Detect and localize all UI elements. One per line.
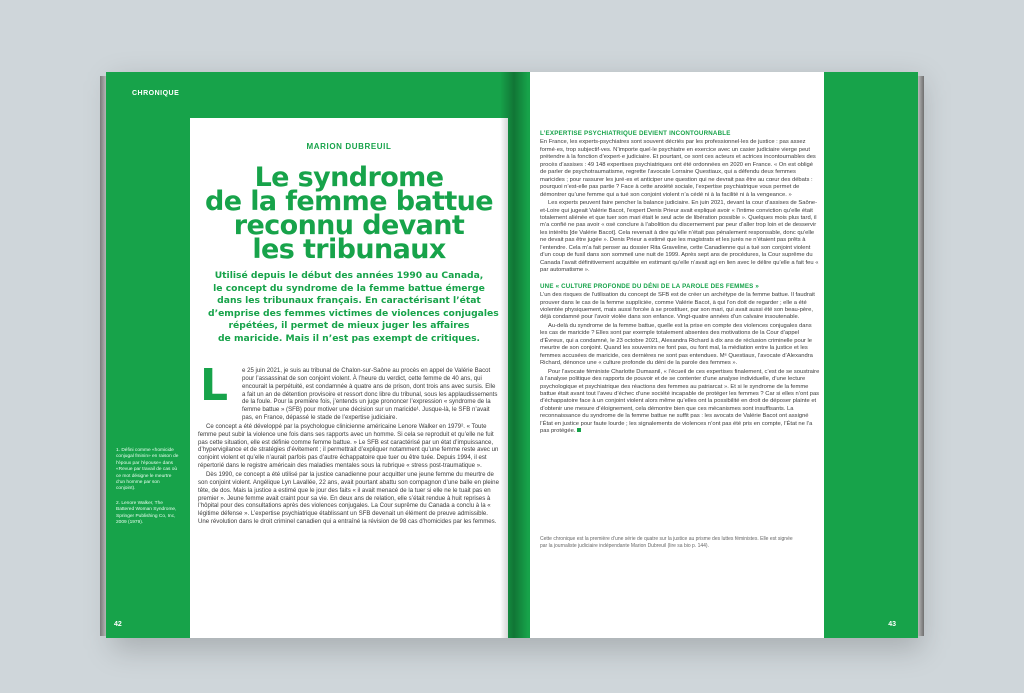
sidenotes: [116, 448, 180, 534]
title-line: reconnu devant: [233, 210, 465, 241]
paragraph: Au-delà du syndrome de la femme battue, quelle est la prise en compte des violences conjugales dans les cas de maricide ? Elles sont par exemple totalement absentes des motivations de la Cour d’appel d’Évreux, qui a condamné, le 23 octobre 2021, Alexandra Richard à dix ans de réclusion criminelle pour le meurtre de son conjoint. Quand les souvenirs ne font pas, ou font mal, la médiation entre la justice et les femmes accusées de maricide, ces dernières ne sont pas entendues. Mᵉ Questiaux, l’avocate d’Alexandra Richard, dénonce une « culture profonde du déni de la parole des femmes ».: [540, 322, 813, 367]
paragraph: Les experts peuvent faire pencher la balance judiciaire. En juin 2021, devant la cour d’assises de Saône-et-Loire qui jugeait Valérie Bacot, l’expert Denis Prieur avait expliqué avoir « l’intime conviction qu’elle était totalement aliénée et que tuer son mari était le seul acte de libération possible ». Quelques mois plus tard, il m’a confié ne pas avoir « osé conclure à l’abolition du discernement par peur d’aller trop loin et de desservir les intérêts [de Valérie Bacot]. Cela revenait à dire qu’elle n’était pas pénalement responsable, donc qu’elle ne devait pas être jugée ». Denis Prieur a estimé que les magistrats et les jurés ne n’étaient pas prêts à l’entendre. Cela m’a fait penser au dossier Rita Graveline, cette Canadienne qui a tué son conjoint violent d’un coup de fusil dans son sommeil une nuit de 1999. Après sept ans de procédures, la Cour suprême du Canada l’avait définitivement acquittée en estimant qu’elle n’avait agi en lien avec le délire qu’elle a fait feu « par automatisme ».: [540, 200, 819, 274]
sidenote: 2. Lenore Walker, The Battered Woman Syndrome, Springer Publishing Co, Inc, 2009 (1979).: [116, 500, 177, 526]
article-panel-continued: [530, 72, 824, 638]
lede-line: le concept du syndrome de la femme battue émerge: [213, 282, 485, 294]
paragraph: Ce concept a été développé par la psychologue clinicienne américaine Lenore Walker en 1979². « Toute femme peut subir la violence une fois dans ses rapports avec un homme. Si cela se reproduit et qu’elle ne fuit pas cette situation, elle est définie comme femme battue. » Le SFB est caractérisé par un état d’impuissance, d’hypervigilance et de stratégies d’évitement ; il permettrait d’expliquer notamment qu’une femme reste avec un conjoint violent et qu’elle n’aurait parfois pas d’autre échappatoire que tuer ou être tuée. Depuis 1994, il est répertorié dans le registre américain des maladies mentales sous la rubrique « stress post-traumatique ».: [198, 422, 499, 470]
paragraph: e 25 juin 2021, je suis au tribunal de Chalon-sur-Saône au procès en appel de Valérie Bacot pour l’assassinat de son conjoint violent. À l’heure du verdict, cette femme de 40 ans, qui encourait la perpétuité, est condamnée à quatre ans de prison, dont trois ans avec sursis. Elle a fait un an de détention provisoire et ressort donc libre du tribunal, sous les applaudissements de la foule. Pour la première fois, j’entends un juge prononcer l’expression « syndrome de la femme battue » (SFB) pour motiver une décision sur un maricide¹. Jusque-là, le SFB n’avait pas, en France, dépassé le stade de l’expertise judiciaire.: [242, 367, 498, 422]
title-line: les tribunaux: [252, 234, 446, 265]
title-line: Le syndrome: [254, 162, 444, 193]
lede-line: d’emprise des femmes victimes de violences conjugales: [208, 307, 499, 319]
page-number: 43: [888, 621, 896, 628]
paragraph: Pour l’avocate féministe Charlotte Dumasnil, « l’écueil de ces expertises finalement, c’est de se soustraire à l’analyse politique des rapports de pouvoir et de se contenter d’une analyse individuelle, d’une lecture psychologique et psychiatrique des réactions des femmes au patriarcat ». Et si le syndrome de la femme battue était avant tout l’aveu d’échec d’une société incapable de protéger les femmes ? Car si elles n’ont pas d’échappatoire face à un conjoint violent alors même qu’elles ont la possibilité en droit de déposer plainte et d’obtenir une mesure d’éloignement, cela démontre bien que ces mécanismes sont insuffisants. La reconnaissance du syndrome de la femme battue ne suffit pas : les avocats de Valérie Bacot ont assigné l’État en justice pour faute lourde ; les signalements de violences n’ont pas été pris en compte, l’État ne l’a pas protégée.: [540, 368, 820, 435]
lede-line: Utilisé depuis le début des années 1990 au Canada,: [214, 270, 484, 281]
end-mark-icon: [577, 428, 581, 432]
left-page: [106, 72, 514, 638]
lede-line: répétées, il permet de mieux juger les affaires: [228, 320, 470, 332]
author-byline: MARION DUBREUIL: [306, 142, 392, 151]
lede-line: de maricide. Mais il n’est pas exempt de critiques.: [217, 332, 481, 344]
article-title: [190, 162, 508, 265]
article-body: [198, 367, 500, 527]
sidenote: 1. Défini comme «homicide conjugal fminin» en raison de l’époux par l’épouse» dans «Revue par travail de cas où ce mot désigne le meurtre d’un homme par son conjoint).: [116, 448, 179, 492]
paragraph: Dès 1990, ce concept a été utilisé par la justice canadienne pour acquitter une jeune femme du meurtre de son conjoint violent. Angélique Lyn Lavallée, 22 ans, avait pourtant abattu son compagnon d’une balle en pleine tête, de dos. Mais la justice a estimé que le jour des faits « il avait menacé de la tuer si elle ne le tuait pas en premier ». Jeune femme avait craint pour sa vie. En deux ans de relation, elle s’était rendue à huit reprises à l’hôpital pour des consultations après des violences conjugales. La Cour suprême du Canada a conclu à la « légitime défense ». L’expertise psychiatrique établissant un SFB devenait un élément de preuve admissible. Une révolution dans le droit criminel canadien qui a entraîné la révision de 98 cas d’homicides par les femmes.: [198, 470, 499, 526]
author-note: Cette chronique est la première d’une série de quatre sur la justice au prisme des luttes féministes. Elle est signée par la journaliste judiciaire indépendante Marion Dubreuil (lire sa bio p. 144).: [540, 536, 793, 549]
lede-line: dans les tribunaux français. En caractérisant l’état: [217, 295, 481, 307]
page-number: 42: [114, 621, 122, 628]
right-page: [514, 72, 918, 638]
drop-cap: L: [200, 360, 229, 411]
section-heading: UNE « CULTURE PROFONDE DU DÉNI DE LA PAROLE DES FEMMES »: [540, 282, 760, 290]
title-line: de la femme battue: [204, 186, 494, 217]
section-heading: L’EXPERTISE PSYCHIATRIQUE DEVIENT INCONTOURNABLE: [540, 130, 731, 137]
paragraph: En France, les experts-psychiatres sont souvent décriés par les professionnel·les de justice : pas assez formé·es, trop subjectif·ves. N’importe quel·le psychiatre en exercice avec un casier judiciaire vierge peut prétendre à la fonction d’expert·e judiciaire. Et pourtant, ce sont ces acteurs et actrices incontournables des procès d’assises : 49 148 expertises psychiatriques ont été ordonnées en 2020 en France. « On est obligé de parler de psychotraumatisme, regrette l’avocate Lorraine Questiaux, qui a défendu deux femmes maricides ; pour rassurer les juré·es et anticiper une question qui ne devrait pas être au cœur des débats : pourquoi n’est-elle pas partie ? Face à cette anxiété sociale, l’expertise psychiatrique vous permet de démontrer qu’une femme qui a tué son conjoint violent n’a cédé ni à la facilité ni à la vengeance. »: [540, 139, 816, 198]
lede: [208, 270, 499, 346]
running-head: CHRONIQUE: [132, 90, 180, 97]
article-panel: [190, 118, 508, 638]
article-body-continued: [540, 130, 820, 437]
paragraph: L’un des risques de l’utilisation du concept de SFB est de créer un archétype de la femme battue. Il faudrait prouver dans le cas de la femme suppliciée, comme Valérie Bacot, à qui l’on doit de regarder ; elle a été violentée physiquement, mais aussi forcée à se prostituer, par son mari, qui avait aussi été son beau-père, déjà condamné pour l’avoir violée dans son enfance. Vingt-quatre années d’un calvaire insoutenable.: [540, 292, 815, 321]
